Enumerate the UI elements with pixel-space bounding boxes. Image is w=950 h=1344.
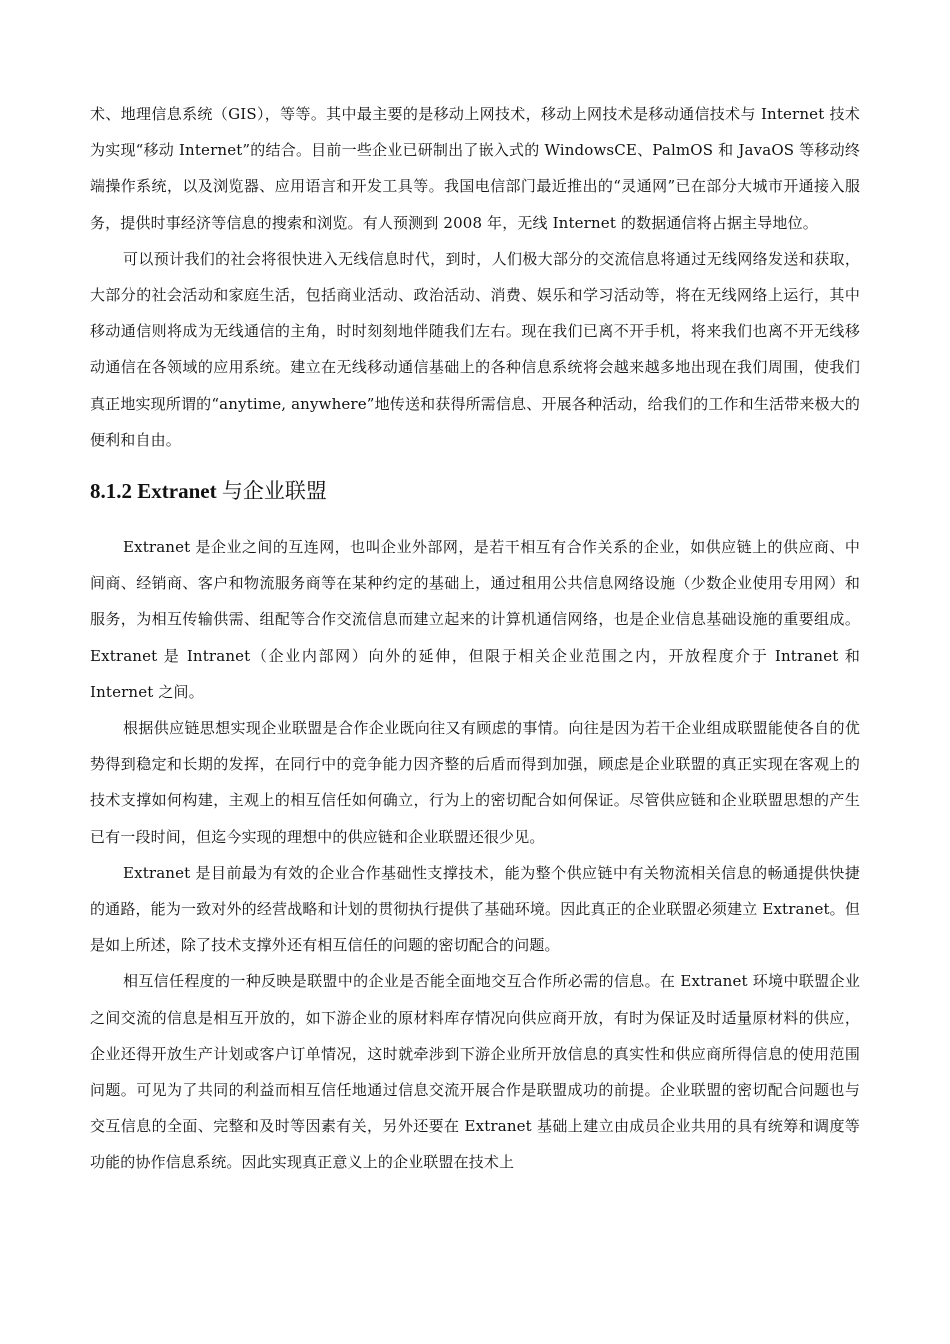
paragraph-supply-chain-alliance: 根据供应链思想实现企业联盟是合作企业既向往又有顾虑的事情。向往是因为若干企业组成联盟能使各自的优势得到稳定和长期的发挥，在同行中的竞争能力因齐整的后盾而得到加强，顾虑是企业联盟的真正实现在客观上的技术支撑如何构建，主观上的相互信任如何确立，行为上的密切配合如何保证。尽管供应链和企业联盟思想的产生已有一段时间，但迄今实现的理想中的供应链和企业联盟还很少见。 xyxy=(90,719,860,846)
section-heading-number: 8.1.2 Extranet xyxy=(90,479,217,504)
document-page xyxy=(90,96,860,1181)
paragraph-gis-mobile-internet: 术、地理信息系统（GIS），等等。其中最主要的是移动上网技术，移动上网技术是移动通信技术与 Internet 技术为实现“移动 Internet”的结合。目前一些企业已研制出了嵌入式的 WindowsCE、PalmOS 和 JavaOS 等移动终端操作系统，以及浏览器、应用语言和开发工具等。我国电信部门最近推出的“灵通网”已在部分大城市开通接入服务，提供时事经济等信息的搜索和浏览。有人预测到 2008 年，无线 Internet 的数据通信将占据主导地位。 xyxy=(90,105,860,232)
paragraph-extranet-support: Extranet 是目前最为有效的企业合作基础性支撑技术，能为整个供应链中有关物流相关信息的畅通提供快捷的通路，能为一致对外的经营战略和计划的贯彻执行提供了基础环境。因此真正的企业联盟必须建立 Extranet。但是如上所述，除了技术支撑外还有相互信任的问题的密切配合的问题。 xyxy=(90,863,860,955)
paragraph-extranet-definition: Extranet 是企业之间的互连网，也叫企业外部网，是若干相互有合作关系的企业，如供应链上的供应商、中间商、经销商、客户和物流服务商等在某种约定的基础上，通过租用公共信息网络设施（少数企业使用专用网）和服务，为相互传输供需、组配等合作交流信息而建立起来的计算机通信网络，也是企业信息基础设施的重要组成。Extranet 是 Intranet（企业内部网）向外的延伸，但限于相关企业范围之内，开放程度介于 Intranet 和 Internet 之间。 xyxy=(90,538,860,701)
section-heading-title: 与企业联盟 xyxy=(221,479,327,504)
paragraph-wireless-era: 可以预计我们的社会将很快进入无线信息时代，到时，人们极大部分的交流信息将通过无线网络发送和获取，大部分的社会活动和家庭生活，包括商业活动、政治活动、消费、娱乐和学习活动等，将在无线网络上运行，其中移动通信则将成为无线通信的主角，时时刻刻地伴随我们左右。现在我们已离不开手机，将来我们也离不开无线移动通信在各领域的应用系统。建立在无线移动通信基础上的各种信息系统将会越来越多地出现在我们周围，使我们真正地实现所谓的“anytime, anywhere”地传送和获得所需信息、开展各种活动，给我们的工作和生活带来极大的便利和自由。 xyxy=(90,249,860,449)
section-heading xyxy=(90,458,860,529)
paragraph-mutual-trust: 相互信任程度的一种反映是联盟中的企业是否能全面地交互合作所必需的信息。在 Extranet 环境中联盟企业之间交流的信息是相互开放的，如下游企业的原材料库存情况向供应商开放，有时为保证及时适量原材料的供应，企业还得开放生产计划或客户订单情况，这时就牵涉到下游企业所开放信息的真实性和供应商所得信息的使用范围问题。可见为了共同的利益而相互信任地通过信息交流开展合作是联盟成功的前提。企业联盟的密切配合问题也与交互信息的全面、完整和及时等因素有关，另外还要在 Extranet 基础上建立由成员企业共用的具有统筹和调度等功能的协作信息系统。因此实现真正意义上的企业联盟在技术上 xyxy=(90,972,860,1172)
